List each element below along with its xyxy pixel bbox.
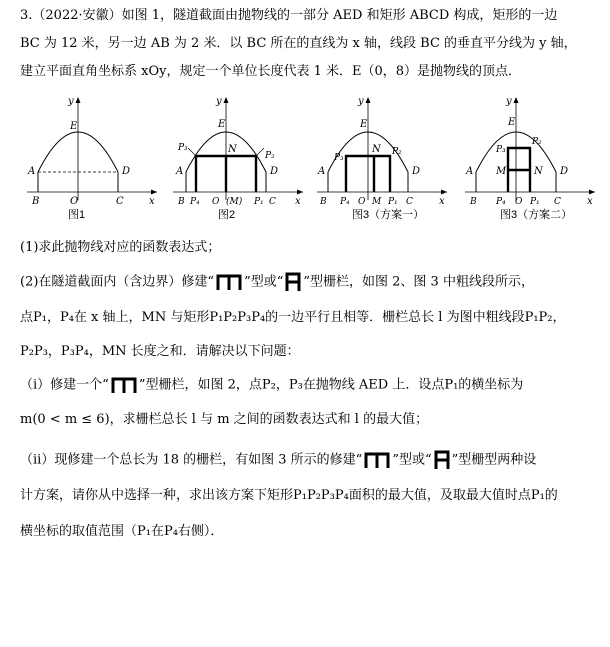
label-A: A xyxy=(176,166,184,177)
figure-2 xyxy=(168,92,308,212)
figure-1-caption: 图1 xyxy=(68,209,86,221)
label-B: B xyxy=(178,197,185,207)
label-y: y xyxy=(68,96,74,107)
ri-fence-icon xyxy=(432,450,452,470)
figure-3-scheme-2 xyxy=(460,92,600,212)
label-x: x xyxy=(149,196,155,207)
label-E: E xyxy=(360,119,368,130)
label-C: C xyxy=(269,197,276,207)
label-P1: P₁ xyxy=(254,197,264,207)
question-2-line-1 xyxy=(20,272,534,292)
label-P2: P₂ xyxy=(392,147,402,157)
label-P3: P₃ xyxy=(178,143,188,153)
label-A: A xyxy=(318,166,326,177)
question-ii-line-1 xyxy=(20,450,536,470)
pi-fence-icon xyxy=(109,376,139,394)
label-x: x xyxy=(439,196,445,207)
ri-fence-icon xyxy=(283,272,303,292)
q2-text-a: (2)在隧道截面内（含边界）修建“ xyxy=(20,274,215,290)
label-D: D xyxy=(270,166,279,177)
question-2-line-3: P₂P₃，P₃P₄，MN 长度之和．请解决以下问题： xyxy=(20,344,300,359)
label-M: M xyxy=(372,197,382,207)
label-A: A xyxy=(28,166,36,177)
label-N: N xyxy=(228,144,237,155)
label-P1: P₁ xyxy=(530,197,540,207)
question-ii-line-3: 横坐标的取值范围（P₁在P₄右侧）． xyxy=(20,524,224,539)
label-y: y xyxy=(216,96,222,107)
label-E: E xyxy=(70,121,78,132)
question-i-line-1 xyxy=(20,376,523,394)
label-A: A xyxy=(466,166,474,177)
label-P4: P₄ xyxy=(496,197,506,207)
label-E: E xyxy=(218,119,226,130)
label-B: B xyxy=(470,197,477,207)
pi-fence-icon xyxy=(362,451,392,469)
label-O: O xyxy=(358,197,366,207)
question-ii-line-2: 计方案，请你从中选择一种，求出该方案下矩形P₁P₂P₃P₄面积的最大值，及取最大值时点P₁的 xyxy=(20,488,558,503)
label-M: (M) xyxy=(226,197,243,207)
qii-text-c: ”型栅型两种设 xyxy=(451,452,537,468)
label-B: B xyxy=(320,197,327,207)
label-C: C xyxy=(406,197,413,207)
label-y: y xyxy=(358,96,364,107)
label-E: E xyxy=(508,117,516,128)
label-P1: P₁ xyxy=(388,197,398,207)
q2-text-c: ”型栅栏，如图 2、图 3 中粗线段所示， xyxy=(303,274,534,290)
question-i-line-2: m(0 < m ≤ 6)，求栅栏总长 l 与 m 之间的函数表达式和 l 的最大值； xyxy=(20,412,429,427)
label-C: C xyxy=(554,197,561,207)
label-y: y xyxy=(506,96,512,107)
label-P2: P₂ xyxy=(532,137,542,147)
problem-line-2: BC 为 12 米，另一边 AB 为 2 米．以 BC 所在的直线为 x 轴，线段 BC 的垂直平分线为 y 轴， xyxy=(20,36,577,51)
label-D: D xyxy=(560,166,569,177)
label-D: D xyxy=(122,166,131,177)
label-P4: P₄ xyxy=(190,197,200,207)
figure-1 xyxy=(22,92,162,212)
label-D: D xyxy=(412,166,421,177)
label-N: N xyxy=(534,166,543,177)
question-2-line-2: 点P₁，P₄在 x 轴上，MN 与矩形P₁P₂P₃P₄的一边平行且相等．栅栏总长 l 为图中粗线段P₁P₂， xyxy=(20,310,566,325)
figure-3-scheme-1 xyxy=(312,92,452,212)
label-P3: P₃ xyxy=(334,153,344,163)
label-P4: P₄ xyxy=(340,197,350,207)
figure-2-caption: 图2 xyxy=(218,209,236,221)
label-O: O xyxy=(70,196,79,207)
label-B: B xyxy=(32,196,40,207)
pi-fence-icon xyxy=(214,273,244,291)
problem-line-1: 3.（2022·安徽）如图 1，隧道截面由抛物线的一部分 AED 和矩形 ABCD 构成，矩形的一边 xyxy=(20,8,558,23)
qii-text-b: ”型或“ xyxy=(392,452,432,468)
label-x: x xyxy=(295,196,301,207)
label-O: O xyxy=(515,197,523,207)
qi-text-a: （i）修建一个“ xyxy=(20,377,109,393)
label-M: M xyxy=(496,166,507,177)
label-O: O xyxy=(212,197,220,207)
problem-line-3: 建立平面直角坐标系 xOy，规定一个单位长度代表 1 米．E（0，8）是抛物线的顶点． xyxy=(20,64,522,79)
q2-text-b: ”型或“ xyxy=(244,274,284,290)
label-P2: P₂ xyxy=(265,151,275,161)
qii-text-a: （ii）现修建一个总长为 18 的栅栏，有如图 3 所示的修建“ xyxy=(20,452,363,468)
label-N: N xyxy=(372,144,381,155)
figure-3-scheme-1-caption: 图3（方案一） xyxy=(352,209,425,221)
question-1: (1)求此抛物线对应的函数表达式； xyxy=(20,240,221,255)
label-C: C xyxy=(116,196,124,207)
label-x: x xyxy=(587,196,593,207)
figure-3-scheme-2-caption: 图3（方案二） xyxy=(500,209,573,221)
label-P3: P₃ xyxy=(496,145,506,155)
qi-text-b: ”型栅栏，如图 2，点P₂，P₃在抛物线 AED 上．设点P₁的横坐标为 xyxy=(138,377,524,393)
